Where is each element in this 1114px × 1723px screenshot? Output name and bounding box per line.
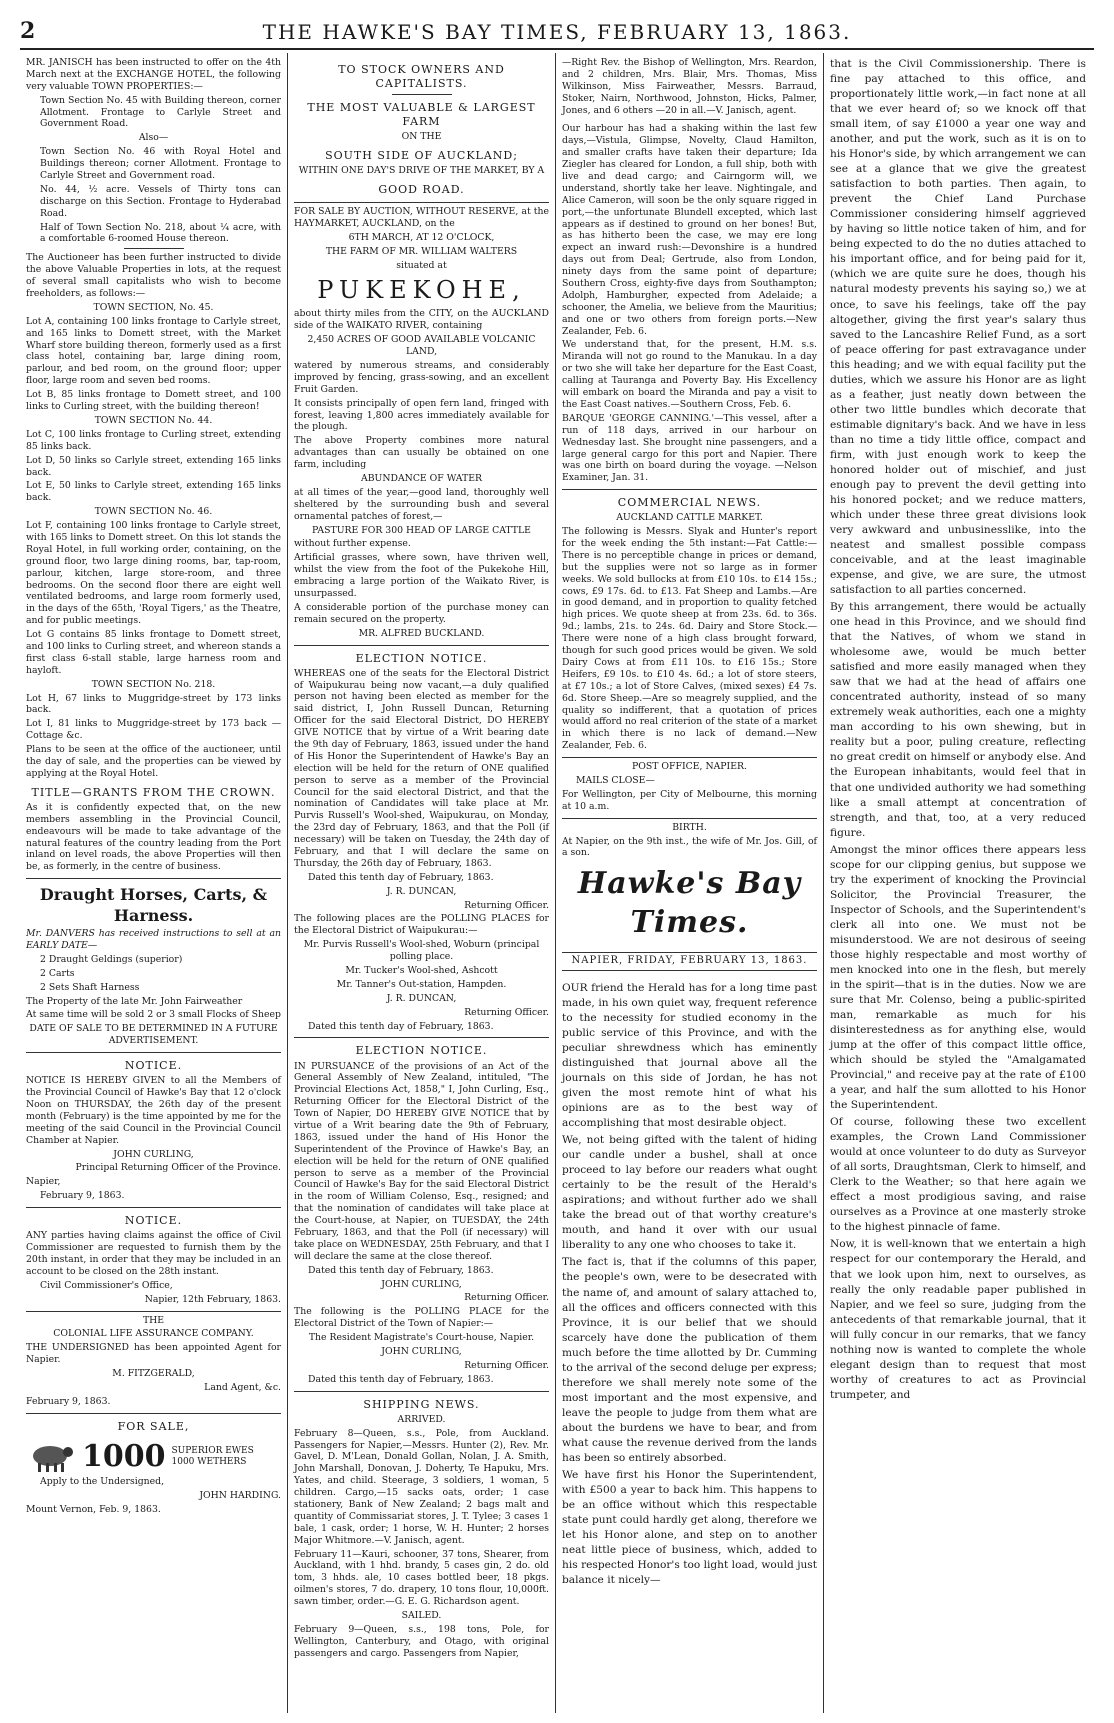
farm-heading-1: TO STOCK OWNERS AND CAPITALISTS. bbox=[338, 63, 505, 91]
election-2-dated: Dated this tenth day of February, 1863. bbox=[308, 1264, 494, 1276]
farm-combines: The above Property combines more natural advantages than can usually be obtained on one farm, including bbox=[294, 435, 549, 471]
dateofsale-text: DATE OF SALE TO BE DETERMINED IN A FUTURE ADVERTISEMENT. bbox=[29, 1023, 278, 1047]
colonial-the: THE bbox=[142, 1314, 165, 1326]
sailed-label: SAILED. bbox=[401, 1610, 442, 1622]
cattle-report: The following is Messrs. Slyak and Hunter's report for the week ending the 5th instant:—Fat Cattle:—There is no perceptible change in prices or demand, but the supplies were not so large as in former weeks. We sold bullocks at from £10 10s. to £14 15s.; cows, £9 17s. 6d. to £13. Fat Sheep and Lambs.—Are in good demand, and in proportion to quality fetched high prices. We quote sheep at from 23s. 6d. to 36s. 9d.; lambs, 21s. to 24s. 6d. Dairy and Store Stock.—There were none of a high class brought forward, though for such good prices would be given. We sold Dairy Cows at from £11 10s. to £16 15s.; Store Heifers, £9 10s. to £10 4s. 6d.; a lot of store steers, at £7 10s.; a lot of Store Calves, (mixed sexes) £4 7s. 6d. Store Sheep.—Are so meagrely supplied, and the quality so indifferent, that a quotation of prices would afford no real criterion of the state of a market in which there is no lack of demand.—New Zealander, Feb. 6. bbox=[562, 526, 817, 752]
mails-close-label: MAILS CLOSE— bbox=[576, 774, 655, 786]
colonial-heading: COLONIAL LIFE ASSURANCE COMPANY. bbox=[53, 1328, 254, 1340]
confident-text: As it is confidently expected that, on the new members assembling in the Provincial Council, endeavours will be made to take advantage of the natural features of the country leading from the Port inland on level roads, the above Properties will then be, as formerly, in the centre of business. bbox=[26, 801, 281, 873]
forsale-heading: FOR SALE, bbox=[117, 1419, 190, 1433]
subhead-45: TOWN SECTION, No. 45. bbox=[93, 301, 214, 313]
colonial-title: Land Agent, &c. bbox=[204, 1382, 281, 1393]
column-3 bbox=[556, 53, 824, 1713]
forsale-number: 1000 bbox=[82, 1438, 166, 1474]
election-1-title: Returning Officer. bbox=[464, 899, 549, 911]
also-label: Also— bbox=[138, 132, 169, 144]
subhead-46: TOWN SECTION No. 46. bbox=[94, 506, 213, 518]
section-46: Town Section No. 46 with Royal Hotel and Buildings thereon; corner Allotment. Frontage to Carlyle Street and Government road. bbox=[40, 146, 281, 182]
shipping-sailed-1: February 9—Queen, s.s., 198 tons, Pole, for Wellington, Canterbury, and Otago, with original passengers and cargo. Passengers from Napier, bbox=[294, 1623, 549, 1659]
lot-c: Lot C, 100 links frontage to Curling street, extending 85 links back. bbox=[26, 428, 281, 452]
forsale-wethers: 1000 WETHERS bbox=[171, 1457, 247, 1468]
masthead bbox=[20, 20, 1094, 50]
lot-f: Lot F, containing 100 links frontage to Carlyle street, with 165 links to Domett street. On this lot stands the Royal Hotel, in full working order, containing, on the ground floor, two large dining rooms, bar, tap-room, parlour, kitchen, large store-room, and three bedrooms. On the second floor there are eight well ventilated bedrooms, and large room formerly used, in the days of the 65th, 'Royal Tigers,' as the Theatre, and for public meetings. bbox=[26, 520, 281, 627]
draught-heading: Draught Horses, Carts, & Harness. bbox=[39, 885, 268, 925]
forsale-block bbox=[26, 1438, 281, 1476]
polling-place-1: Mr. Purvis Russell's Wool-shed, Woburn (principal polling place. bbox=[303, 939, 540, 963]
arrived-label: ARRIVED. bbox=[397, 1413, 446, 1425]
passengers-text: —Right Rev. the Bishop of Wellington, Mrs. Reardon, and 2 children, Mrs. Blair, Mrs. Thomas, Miss Wilkinson, Miss Fairweather, Messrs. Barraud, Stoker, Nairn, Northwood, Johnston, Hicks, Palmer, Jones, and 6 others —20 in all.—V. Janisch, agent. bbox=[562, 57, 817, 116]
lot-h: Lot H, 67 links to Muggridge-street by 173 links back. bbox=[26, 692, 281, 716]
editorial-para-2: We, not being gifted with the talent of hiding our candle under a bushel, shall at once proceed to lay before our readers what ought certainly to be the result of the Herald's aspirations; and without further ado we shall take the bread out of that worthy creature's mouth, and hand it over with our usual liberality to any one who chooses to take it. bbox=[562, 1134, 817, 1252]
notice-2-text: ANY parties having claims against the office of Civil Commissioner are requested to furnish them by the 20th instant, in order that they may be included in an account to be closed on the 28th instant. bbox=[26, 1230, 281, 1277]
notice-1-place: Napier, bbox=[26, 1176, 61, 1188]
harbour-news: Our harbour has had a shaking within the last few days,—Vistula, Glimpse, Novelty, Claud Hamilton, and smaller crafts have taken their departure; Ida Ziegler has cleared for London, a full ship, both with live and dead cargo; and Cairngorm will, we understand, shortly take her leave. Nightingale, and Alice Cameron, will soon be the only square rigged in port,—the unfortunate Blundell excepted, which last appears as if destined to ground on her bones! But, as has hitherto been the case, we may ere long expect an inward rush:—Devonshire is a hundred days out from Deal; Gertrude, also from London, ninety days from the same point of departure; Southern Cross, eighty-five days from Southampton; Adolph, Hamburgher, expected from Adelaide; a schooner, the Amelia, we believe from the Mauritius; and one or two others from foreign ports.—New Zealander, Feb. 6. bbox=[562, 123, 817, 337]
plans-text: Plans to be seen at the office of the auctioneer, until the day of sale, and the properties can be viewed by applying at the Royal Hotel. bbox=[26, 744, 281, 779]
farm-watered: watered by numerous streams, and considerably improved by fencing, grass-sowing, and an excellent Fruit Garden. bbox=[294, 359, 549, 395]
column-4 bbox=[824, 53, 1092, 1713]
election-2-text: IN PURSUANCE of the provisions of an Act of the General Assembly of New Zealand, intituled, "The Provincial Elections Act, 1858," I, John Curling, Esq., Returning Officer for the Electoral District of the Town of Napier, DO HEREBY GIVE NOTICE that by virtue of a Writ bearing date the 9th of February, 1863, issued under the hand of His Honor the Superintendent of the Province of Hawke's Bay, an election will be held for the return of ONE qualified person to serve as a member of the Provincial Council of Hawke's Bay for the said Electoral District in the room of William Colenso, Esq., resigned; and that the nomination of candidates will take place at the Court-house, at Napier, on TUESDAY, the 24th February, 1863, and that the Poll (if necessary) will take place on WEDNESDAY, 25th February, and that I will declare the same at the close thereof. bbox=[294, 1060, 549, 1262]
columns bbox=[20, 53, 1094, 1713]
masthead-title: THE HAWKE'S BAY TIMES, FEBRUARY 13, 1863. bbox=[262, 20, 852, 44]
farm-situated: situated at bbox=[396, 259, 447, 271]
title-grants: TITLE—GRANTS FROM THE CROWN. bbox=[31, 785, 276, 799]
farm-heading-5: WITHIN ONE DAY'S DRIVE OF THE MARKET, BY A bbox=[298, 165, 545, 177]
birth-heading: BIRTH. bbox=[672, 821, 707, 833]
forsale-apply: Apply to the Undersigned, bbox=[40, 1476, 165, 1488]
election-1-polling: The following places are the POLLING PLACES for the Electoral District of Waipukurau:— bbox=[294, 913, 549, 937]
notice-1-title: Principal Returning Officer of the Province. bbox=[75, 1162, 281, 1174]
birth-text: At Napier, on the 9th inst., the wife of Mr. Jos. Gill, of a son. bbox=[562, 835, 817, 859]
section-45: Town Section No. 45 with Building thereon, corner Allotment. Frontage to Carlyle Street and Government Road. bbox=[40, 94, 281, 130]
election-1-dated-2: Dated this tenth day of February, 1863. bbox=[308, 1020, 494, 1032]
danvers-text: Mr. DANVERS has received instructions to sell at an EARLY DATE— bbox=[26, 928, 281, 952]
fairweather-text: The Property of the late Mr. John Fairweather bbox=[26, 995, 243, 1007]
farm-pasture: PASTURE FOR 300 HEAD OF LARGE CATTLE bbox=[312, 524, 531, 536]
shipping-arrival-1: February 8—Queen, s.s., Pole, from Auckland. Passengers for Napier,—Messrs. Hunter (2), Rev. Mr. Gavel, D. M'Lean, Donald Gollan, Nolan, J. A. Smith, John Marshall, Donovan, J. Doherty, Te Hapuku, Mrs. Yates, and child. Steerage, 3 soldiers, 1 woman, 5 children. Cargo,—15 sacks oats, order; 1 case stationery, Bank of New Zealand; 2 bags malt and quantity of Commissariat stores, J. T. Tylee; 3 cases 1 bale, 1 cask, order; 1 horse, W. H. Hunter; 2 horses Major Whitmore.—V. Janisch, agent. bbox=[294, 1427, 549, 1546]
column-2 bbox=[288, 53, 556, 1713]
farm-grasses: Artificial grasses, where sown, have thriven well, whilst the view from the foot of the Pukekohe Hill, embracing a large portion of the Waikato River, is unsurpassed. bbox=[294, 552, 549, 600]
column-1 bbox=[20, 53, 288, 1713]
farm-times: at all times of the year,—good land, thoroughly well sheltered by the surrounding bush and several ornamental patches of forest,— bbox=[294, 486, 549, 522]
farm-acres: 2,450 ACRES OF GOOD AVAILABLE VOLCANIC LAND, bbox=[307, 334, 536, 358]
colonial-date: February 9, 1863. bbox=[26, 1395, 111, 1407]
farm-owner: THE FARM OF MR. WILLIAM WALTERS bbox=[325, 245, 518, 257]
item-3: 2 Sets Shaft Harness bbox=[40, 981, 140, 993]
editorial-para-3: The fact is, that if the columns of this paper, the people's own, were to be desecrated with the name of, and amount of salary attached to, all the offices and officers connected with this Province, it is our belief that we should scarcely have done the publication of them much before the time allotted by Dr. Cumming to the arrival of the second deluge per express; therefore we shall merely note some of the most important and the most expensive, and leave the people to judge from them what are about the burdens we have to bear, and from what cause the revenue derived from the lands has been so entirely absorbed. bbox=[562, 1256, 817, 1464]
subhead-44: TOWN SECTION No. 44. bbox=[94, 414, 213, 426]
cattle-heading: AUCKLAND CATTLE MARKET. bbox=[616, 512, 763, 524]
election-2-dated-2: Dated this tenth day of February, 1863. bbox=[308, 1373, 494, 1385]
polling-place-3: Mr. Tanner's Out-station, Hampden. bbox=[336, 978, 507, 990]
lot-a: Lot A, containing 100 links frontage to Carlyle street, and 165 links to Domett street, with the Market Wharf store building thereon, formerly used as a first class hotel, containing bar, large dining room, parlour, and bed room, on the ground floor; upper floor, large room and seven bed rooms. bbox=[26, 315, 281, 387]
item-2: 2 Carts bbox=[40, 967, 75, 979]
janisch-ad: MR. JANISCH has been instructed to offer on the 4th March next at the EXCHANGE HOTEL, the following very valuable TOWN PROPERTIES:— bbox=[26, 57, 281, 92]
colonial-text: THE UNDERSIGNED has been appointed Agent for Napier. bbox=[26, 1342, 281, 1366]
election-2-polling: The following is the POLLING PLACE for the Electoral District of the Town of Napier:— bbox=[294, 1306, 549, 1330]
notice-1-heading: NOTICE. bbox=[124, 1059, 183, 1073]
editorial-cont-2: By this arrangement, there would be actually one head in this Province, and we should find that the Natives, of whom we stand in wholesome awe, would be much better satisfied and more easily managed when they saw that we had at the head of affairs one concentrated authority, instead of so many extremely weak authorities, each one a mighty man according to his own shewing, but in reality but a poor, puling creature, reflecting no great credit on himself or anybody else. And the European inhabitants, would feel that in that one undivided authority we had something like a small attempt at concentration of strength, and that, too, at a very reduced figure. bbox=[830, 601, 1086, 839]
sheep-icon bbox=[26, 1440, 76, 1474]
farm-location: about thirty miles from the CITY, on the AUCKLAND side of the WAIKATO RIVER, containing bbox=[294, 308, 549, 332]
forsale-signature: JOHN HARDING. bbox=[199, 1490, 281, 1502]
editorial-cont-5: Now, it is well-known that we entertain a high respect for our contemporary the Herald, and that we look upon him, next to ourselves, as really the only readable paper published in Napier, and we feel so sure, judging from the antecedents of that remarkable journal, that it will fully concur in our remarks, that we fancy nothing now is wanted to complete the whole elegant design than to request that most worthy of creatures to act as Provincial trumpeter, and bbox=[830, 1238, 1086, 1401]
farm-heading-4: SOUTH SIDE OF AUCKLAND; bbox=[325, 149, 518, 163]
election-1-heading: ELECTION NOTICE. bbox=[355, 651, 488, 665]
barque-news: BARQUE 'GEORGE CANNING.'—This vessel, after a run of 118 days, arrived in our harbour on Wednesday last. She brought nine passengers, and a large general cargo for this port and Napier. There was one birth on board during the voyage. —Nelson Examiner, Jan. 31. bbox=[562, 412, 817, 484]
notice-2-date: Napier, 12th February, 1863. bbox=[144, 1293, 281, 1305]
farm-consists: It consists principally of open fern land, fringed with forest, leaving 1,800 acres immediately available for the plough. bbox=[294, 397, 549, 433]
lot-g: Lot G contains 85 links frontage to Domett street, and 100 links to Curling street, and whereon stands a first class 6-stall stable, large harness room and hayloft. bbox=[26, 629, 281, 676]
notice-1-date: February 9, 1863. bbox=[40, 1190, 125, 1202]
election-2-sig: JOHN CURLING, bbox=[381, 1278, 462, 1290]
shipping-arrival-2: February 11—Kauri, schooner, 37 tons, Shearer, from Auckland, with 1 hhd. brandy, 5 cases gin, 2 do. old tom, 3 hhds. ale, 10 cases bottled beer, 18 pkgs. oilmen's stores, 7 do. drapery, 10 tons flour, 10,000ft. sawn timber, order.—G. E. G. Richardson agent. bbox=[294, 1548, 549, 1608]
notice-1-signature: JOHN CURLING, bbox=[113, 1148, 194, 1160]
election-1-sig-2: J. R. DUNCAN, bbox=[386, 992, 457, 1004]
lot-i: Lot I, 81 links to Muggridge-street by 173 back —Cottage &c. bbox=[26, 718, 281, 742]
election-1-title-2: Returning Officer. bbox=[464, 1006, 549, 1018]
farm-purchase: A considerable portion of the purchase money can remain secured on the property. bbox=[294, 601, 549, 625]
section-218: Half of Town Section No. 218, about ¼ acre, with a comfortable 6-roomed House thereon. bbox=[40, 221, 281, 245]
colonial-signature: M. FITZGERALD, bbox=[112, 1368, 195, 1380]
farm-signature: MR. ALFRED BUCKLAND. bbox=[358, 627, 485, 639]
pukekohe-heading: PUKEKOHE, bbox=[317, 275, 526, 304]
section-44: No. 44, ½ acre. Vessels of Thirty tons can discharge on this Section. Frontage to Hyderabad Road. bbox=[40, 183, 281, 219]
notice-1-text: NOTICE IS HEREBY GIVEN to all the Members of the Provincial Council of Hawke's Bay that 12 o'clock Noon on THURSDAY, the 26th day of the present month (February) is the time appointed by me for the meeting of the said Council in the Provincial Council Chamber at Napier. bbox=[26, 1075, 281, 1146]
election-2-heading: ELECTION NOTICE. bbox=[355, 1044, 488, 1058]
miranda-news: We understand that, for the present, H.M. s.s. Miranda will not go round to the Manukau. In a day or two she will take her departure for the East Coast, calling at Tauranga and Poverty Bay. His Excellency will embark on board the Miranda and pay a visit to the East Coast natives.—Southern Cross, Feb. 6. bbox=[562, 339, 817, 410]
subhead-218: TOWN SECTION No. 218. bbox=[91, 678, 216, 690]
paper-title: Hawke's Bay Times. bbox=[577, 866, 802, 940]
election-1-sig: J. R. DUNCAN, bbox=[386, 885, 457, 897]
forsale-place: Mount Vernon, Feb. 9, 1863. bbox=[26, 1504, 161, 1516]
shipping-heading: SHIPPING NEWS. bbox=[363, 1397, 480, 1411]
editorial-para-1: OUR friend the Herald has for a long time past made, in his own quiet way, frequent reference to the necessity for studied economy in the public service of this Province, and with the peculiar shrewdness which has eminently distinguished that journal above all the journals on this side of Jordan, he has not given the most remote hint of what his opinions are as to the best way of accomplishing that most desirable object. bbox=[562, 981, 817, 1130]
editorial-cont-3: Amongst the minor offices there appears less scope for our clipping genius, but suppose we try the experiment of knocking the Provincial Solicitor, the Provincial Treasurer, the Inspector of Schools, and the Superintendent's clerk all into one. We must not be misunderstood. We are not desirous of seeing those highly respectable and most worthy of men knocked into one in the flesh, but merely in the spirit—that is in the duties. Now we are sure that Mr. Colenso, being a public-spirited man, remarkable as much for his disinterestedness as for anything else, would jump at the offer of this compact little office, which should be styled the "Amalgamated Provincial," and receive pay at the rate of £100 a year, and half the sum allotted to his Honor the Superintendent. bbox=[830, 843, 1086, 1112]
election-2-title: Returning Officer. bbox=[464, 1292, 549, 1304]
farm-heading-6: GOOD ROAD. bbox=[378, 183, 465, 197]
farm-water: ABUNDANCE OF WATER bbox=[361, 473, 482, 484]
lot-e: Lot E, 50 links to Carlyle street, extending 165 links back. bbox=[26, 480, 281, 504]
farm-heading-3: ON THE bbox=[401, 131, 442, 143]
editorial-para-4: We have first his Honor the Superintendent, with £500 a year to back him. This happens to be an office without which this respectable state punt could hardly get along, therefore we let his Honor alone, and step on to another neat little piece of business, which, added to his respected Honor's too light load, would just balance it nicely— bbox=[562, 1468, 817, 1587]
election-1-text: WHEREAS one of the seats for the Electoral District of Waipukurau being now vacant,—a duly qualified person not having been elected as member for the said district, I, John Russell Duncan, Returning Officer for the said Electoral District, DO HEREBY GIVE NOTICE that by virtue of a Writ bearing date the 9th day of February, 1863, issued under the hand of His Honor the Superintendent of Hawke's Bay an election will be held for the return of ONE qualified person to serve as a member of the Provincial Council for the said electoral District, and that the nomination of Candidates will take place at Mr. Purvis Russell's Wool-shed, Waipukurau, on Monday, the 23rd day of February, 1863, and that the Poll (if necessary) will be taken on Tuesday, the 24th day of February, and that I will declare the same on Thursday, the 26th day of February, 1863. bbox=[294, 667, 549, 869]
election-2-sig-2: JOHN CURLING, bbox=[381, 1346, 462, 1358]
farm-heading-2: THE MOST VALUABLE & LARGEST FARM bbox=[307, 101, 536, 129]
election-2-place: The Resident Magistrate's Court-house, Napier. bbox=[308, 1332, 535, 1344]
lot-b: Lot B, 85 links frontage to Domett street, and 100 links to Curling street, with the building thereon! bbox=[26, 389, 281, 413]
farm-expense: without further expense. bbox=[294, 538, 411, 550]
notice-2-heading: NOTICE. bbox=[124, 1214, 183, 1228]
notice-2-office: Civil Commissioner's Office, bbox=[40, 1279, 173, 1291]
polling-place-2: Mr. Tucker's Wool-shed, Ashcott bbox=[345, 965, 498, 977]
editorial-cont-4: Of course, following these two excellent examples, the Crown Land Commissioner would at once volunteer to do duty as Surveyor of all sorts, Draughtsman, Clerk to himself, and Clerk to the Weather; so that here again we effect a most prodigious saving, and raise ourselves as a Province at one masterly stroke to the highest pinnacle of fame. bbox=[830, 1116, 1086, 1234]
sametime-text: At same time will be sold 2 or 3 small Flocks of Sheep bbox=[26, 1009, 281, 1021]
farm-sale-text: FOR SALE BY AUCTION, WITHOUT RESERVE, at the HAYMARKET, AUCKLAND, on the bbox=[294, 206, 549, 230]
editorial-dateline: NAPIER, FRIDAY, FEBRUARY 13, 1863. bbox=[562, 952, 817, 971]
forsale-ewes: SUPERIOR EWES bbox=[171, 1446, 254, 1457]
commercial-heading: COMMERCIAL NEWS. bbox=[617, 496, 762, 510]
editorial-cont-1: that is the Civil Commissionership. There is fine pay attached to this office, and proportionately little work,—in fact none at all that we ever heard of; so we knock off that small item, of say £1000 a year one way and another, and put the work, such as it is on to his Honor's side, by which arrangement we can see at a glance that we give the greatest satisfaction to both parties. Then again, to prevent the Chief Land Purchase Commissioner considering himself aggrieved by having so little notice taken of him, and for being expected to do the no duties attached to his important office, and for being paid for it, (which we are quite sure he does, though his natural modesty prevents his saying so,) we at once, to save his feelings, take off the pay altogether, giving the first year's salary thus saved to the Lancashire Relief Fund, as a sort of peace offering for past extravagance under this heading; and we with equal facility put the duties, which we assure his Honor are as light as a feather, just neatly down between the other two little bundles which decorate that estimable dignitary's back. And we have in less than no time a tidy little office, compact and firm, with just enough work to keep the honored holder out of mischief, and just enough pay to prevent the devil getting into his honored pocket; and we reduce matters, which under these three great divisions look very awkward and unbusinesslike, into the neatest and smallest possible compass conceivable, and at the least imaginable expense, and give, we are sure, the utmost satisfaction to all parties concerned. bbox=[830, 58, 1086, 597]
auctioneer-text: The Auctioneer has been further instructed to divide the above Valuable Properties in lots, at the request of several small capitalists who wish to become freeholders, as follows:— bbox=[26, 252, 281, 300]
farm-date: 6TH MARCH, AT 12 O'CLOCK, bbox=[348, 232, 495, 244]
lot-d: Lot D, 50 links so Carlyle street, extending 165 links back. bbox=[26, 454, 281, 478]
page-number: 2 bbox=[20, 18, 36, 44]
mails-text: For Wellington, per City of Melbourne, this morning at 10 a.m. bbox=[562, 788, 817, 812]
election-1-dated: Dated this tenth day of February, 1863. bbox=[308, 871, 494, 883]
post-office-heading: POST OFFICE, NAPIER. bbox=[632, 761, 747, 773]
election-2-title-2: Returning Officer. bbox=[464, 1359, 549, 1371]
item-1: 2 Draught Geldings (superior) bbox=[40, 953, 183, 965]
